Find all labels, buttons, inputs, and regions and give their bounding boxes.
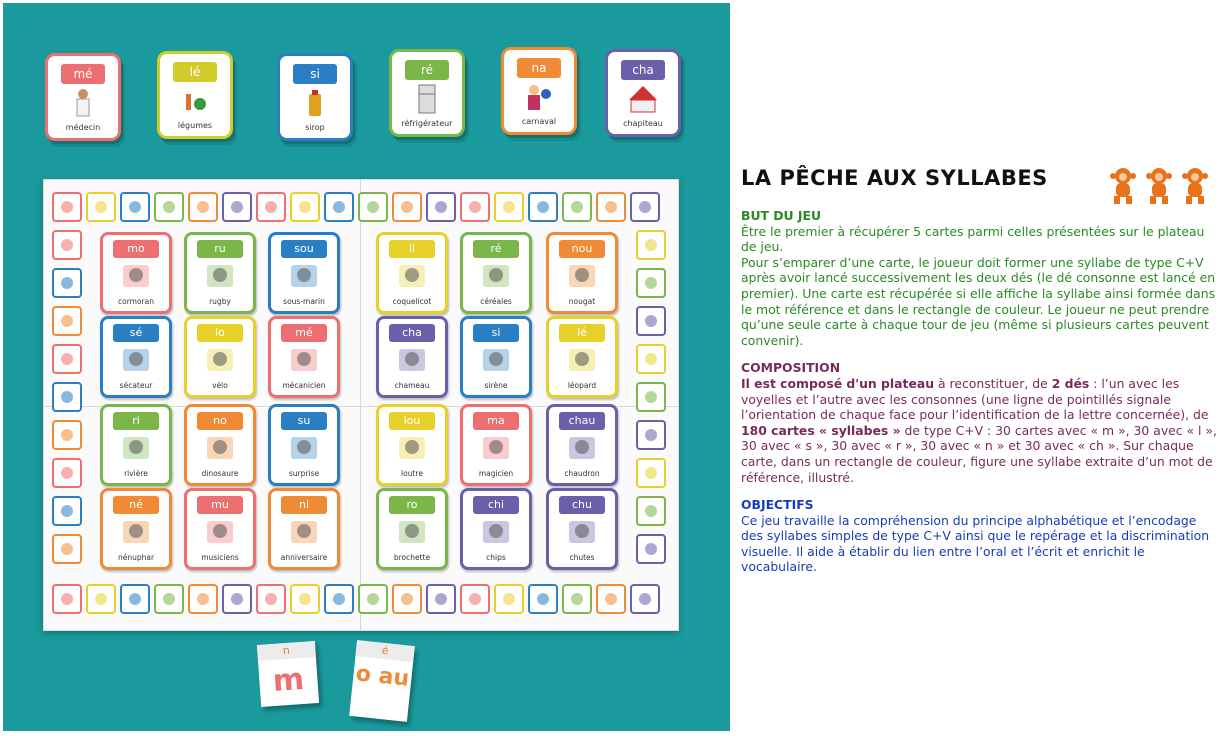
tile-picture-icon [467,199,483,215]
card-word: chutes [569,553,595,562]
section-paragraph: Être le premier à récupérer 5 cartes parmi celles présentées sur le plateau de jeu. [741,223,1205,255]
tile-picture-icon [535,591,551,607]
border-tile [52,268,82,298]
border-tile [426,584,456,614]
die-top-letter: é [355,640,414,662]
border-tile [460,192,490,222]
syllable-label: mé [281,324,327,342]
card-illustration-icon [479,433,513,463]
border-tile [392,584,422,614]
border-tile [636,306,666,336]
text: de type C+V : 30 cartes avec « m », 30 avec « l », 30 avec « s », 30 avec « r », 30 avec « n » et 30 avec « ch ». Sur chaque carte, dans un rectangle de couleur, figure une syllabe extraite d’un mot de référence, illustré. [741,422,1217,485]
tile-picture-icon [127,591,143,607]
syllable-label: cha [621,60,665,80]
card-word: sous-marin [283,297,325,306]
card-word: coquelicot [392,297,432,306]
card-word: chips [486,553,506,562]
border-tile [86,584,116,614]
border-tile [636,382,666,412]
tile-picture-icon [501,591,517,607]
card-illustration-icon [119,345,153,375]
border-tile [52,420,82,450]
syllable-label: né [113,496,159,514]
tile-picture-icon [603,199,619,215]
tile-picture-icon [263,199,279,215]
border-tile [358,192,388,222]
tile-picture-icon [569,591,585,607]
tile-picture-icon [229,591,245,607]
card-illustration-icon [203,433,237,463]
tile-picture-icon [59,389,75,405]
page-title: LA PÊCHE AUX SYLLABES [741,166,1048,190]
tile-picture-icon [467,591,483,607]
border-tile [324,192,354,222]
card-word: légumes [177,121,213,130]
card-word: dinosaure [201,469,239,478]
syllable-card[interactable] [376,404,448,486]
syllable-label: lo [197,324,243,342]
tile-picture-icon [433,199,449,215]
border-tile [392,192,422,222]
border-tile [52,534,82,564]
border-tile [636,420,666,450]
border-tile [562,192,592,222]
syllable-label: mo [113,240,159,258]
tile-picture-icon [93,591,109,607]
die-top-letter: n [257,641,316,661]
syllable-label: ré [405,60,449,80]
tile-picture-icon [331,591,347,607]
syllable-card[interactable] [268,404,340,486]
border-tile [596,584,626,614]
card-illustration-icon [287,345,321,375]
section-but-du-jeu [741,208,1217,348]
tile-picture-icon [643,351,659,367]
border-tile [426,192,456,222]
syllable-card[interactable] [100,316,172,398]
border-tile [86,192,116,222]
syllable-label: ré [473,240,519,258]
border-tile [52,382,82,412]
card-word: magicien [478,469,514,478]
tile-picture-icon [643,503,659,519]
border-tile [52,306,82,336]
tile-picture-icon [501,199,517,215]
syllable-label: lé [559,324,605,342]
card-word: sécateur [119,381,153,390]
tile-picture-icon [59,465,75,481]
border-tile [120,192,150,222]
card-illustration-icon [119,517,153,547]
syllable-card[interactable] [546,488,618,570]
tile-picture-icon [365,199,381,215]
card-word: réfrigérateur [401,119,453,128]
card-illustration-icon [395,433,429,463]
syllable-card[interactable] [268,232,340,314]
border-tile [256,192,286,222]
syllable-card[interactable] [184,488,256,570]
card-word: mécanicien [282,381,326,390]
tile-picture-icon [637,199,653,215]
card-word: carnaval [521,117,557,126]
game-board [43,179,679,631]
syllable-card[interactable] [460,404,532,486]
border-tile [324,584,354,614]
syllable-label: lou [389,412,435,430]
card-word: chaudron [564,469,600,478]
border-tile [636,268,666,298]
syllable-label: li [389,240,435,258]
card-stack[interactable] [389,49,465,137]
border-tile [52,344,82,374]
tile-picture-icon [161,199,177,215]
tile-picture-icon [637,591,653,607]
bold-text: 2 dés [1051,375,1090,391]
syllable-card[interactable] [100,232,172,314]
card-illustration-icon [287,433,321,463]
section-paragraph: Pour s’emparer d’une carte, le joueur doit former une syllabe de type C+V après avoir lancé successivement les deux dés (le dé consonne est lancé en premier). Une carte est récupérée si elle affiche la syllabe ainsi formée dans le mot référence et dans le rectangle de couleur. Le joueur ne peut prendre qu’une seule carte à chaque tour de jeu (même si plusieurs cartes peuvent convenir). [741,254,1216,348]
card-word: nénuphar [117,553,155,562]
border-tile [52,192,82,222]
syllable-card[interactable] [546,404,618,486]
card-word: sirop [305,123,325,132]
card-word: chameau [394,381,430,390]
border-tile [52,458,82,488]
tile-picture-icon [127,199,143,215]
card-illustration-icon [565,433,599,463]
border-tile [630,584,660,614]
card-stack[interactable] [157,51,233,139]
card-word: loutre [401,469,423,478]
card-illustration-icon [203,345,237,375]
syllable-card[interactable] [100,488,172,570]
border-tile [52,230,82,260]
card-word: rivière [124,469,148,478]
syllable-card[interactable] [268,316,340,398]
border-tile [528,584,558,614]
section-paragraph [741,376,1217,485]
syllable-card[interactable] [184,316,256,398]
border-tile [460,584,490,614]
border-tile [120,584,150,614]
border-tile [528,192,558,222]
circus-tent-icon [626,84,660,114]
card-word: vélo [212,381,228,390]
syllable-label: ri [113,412,159,430]
tile-picture-icon [59,275,75,291]
tile-picture-icon [399,199,415,215]
carnival-icon [522,82,556,112]
tile-picture-icon [59,313,75,329]
vegetables-icon [178,86,212,116]
syllable-label: sé [113,324,159,342]
tile-picture-icon [331,199,347,215]
tile-picture-icon [195,199,211,215]
syllable-card[interactable] [100,404,172,486]
tile-picture-icon [297,591,313,607]
border-tile [636,230,666,260]
tile-picture-icon [643,275,659,291]
tile-picture-icon [433,591,449,607]
border-tile [222,192,252,222]
card-illustration-icon [287,261,321,291]
card-word: anniversaire [280,553,328,562]
tile-picture-icon [643,313,659,329]
syllable-label: cha [389,324,435,342]
syllable-label: ni [281,496,327,514]
tile-picture-icon [365,591,381,607]
tile-picture-icon [569,199,585,215]
border-tile [154,192,184,222]
card-illustration-icon [565,345,599,375]
card-word: surprise [288,469,320,478]
card-illustration-icon [395,517,429,547]
card-illustration-icon [119,433,153,463]
tile-picture-icon [59,503,75,519]
card-word: nougat [568,297,596,306]
border-tile [494,192,524,222]
card-word: chapiteau [623,119,663,128]
tile-picture-icon [59,199,75,215]
tile-picture-icon [643,389,659,405]
tile-picture-icon [643,427,659,443]
card-illustration-icon [203,261,237,291]
syllable-card[interactable] [268,488,340,570]
card-illustration-icon [119,261,153,291]
border-tile [222,584,252,614]
border-tile [636,458,666,488]
section-objectifs [741,497,1217,575]
tile-picture-icon [59,237,75,253]
border-tile [290,192,320,222]
card-word: médecin [65,123,101,132]
card-illustration-icon [287,517,321,547]
border-tile [290,584,320,614]
vowel-die[interactable] [349,640,415,722]
tile-picture-icon [399,591,415,607]
syllable-card[interactable] [546,316,618,398]
border-tile [188,584,218,614]
tile-picture-icon [643,237,659,253]
syllable-card[interactable] [546,232,618,314]
bold-text: Il est composé d'un plateau [741,375,935,391]
tile-picture-icon [161,591,177,607]
syllable-label: ro [389,496,435,514]
card-word: rugby [209,297,231,306]
tile-picture-icon [603,591,619,607]
tile-picture-icon [263,591,279,607]
syllable-card[interactable] [460,232,532,314]
syllable-label: chu [559,496,605,514]
tile-picture-icon [229,199,245,215]
card-stack[interactable] [277,53,353,141]
doctor-icon [66,88,100,118]
syllable-label: no [197,412,243,430]
syllable-label: si [473,324,519,342]
card-illustration-icon [203,517,237,547]
syllable-label: na [517,58,561,78]
border-tile [630,192,660,222]
die-face-letter: o au [354,661,411,692]
card-illustration-icon [479,261,513,291]
syllable-label: si [293,64,337,84]
syllable-card[interactable] [376,488,448,570]
border-tile [188,192,218,222]
card-word: sirène [484,381,508,390]
fridge-icon [410,84,444,114]
syllable-label: su [281,412,327,430]
card-illustration-icon [479,517,513,547]
card-illustration-icon [395,345,429,375]
text: à reconstituer, de [934,375,1052,391]
card-illustration-icon [395,261,429,291]
bold-text: 180 cartes « syllabes » [741,422,901,438]
tile-picture-icon [297,199,313,215]
syllable-label: nou [559,240,605,258]
tile-picture-icon [93,199,109,215]
border-tile [494,584,524,614]
card-illustration-icon [565,517,599,547]
card-stack[interactable] [605,49,681,137]
card-word: léopard [567,381,597,390]
section-composition [741,360,1217,485]
section-heading: OBJECTIFS [741,497,814,513]
border-tile [636,496,666,526]
card-stack[interactable] [45,53,121,141]
game-photo [3,3,730,731]
syllable-card[interactable] [460,316,532,398]
card-word: cormoran [118,297,154,306]
border-tile [596,192,626,222]
border-tile [636,344,666,374]
syllable-card[interactable] [184,232,256,314]
border-tile [636,534,666,564]
border-tile [562,584,592,614]
card-illustration-icon [479,345,513,375]
consonant-die[interactable] [257,641,319,707]
description-panel [741,160,1217,575]
tile-picture-icon [195,591,211,607]
syllable-label: lé [173,62,217,82]
section-paragraph: Ce jeu travaille la compréhension du principe alphabétique et l’encodage des syllabes simples de type C+V ainsi que le repérage et la discrimination visuelle. Il aide à établir du lien entre l’oral et l’écrit et enrichit le vocabulaire. [741,512,1210,575]
syllable-label: mé [61,64,105,84]
border-tile [358,584,388,614]
syllable-label: ru [197,240,243,258]
border-tile [52,584,82,614]
syllable-card[interactable] [184,404,256,486]
syllable-card[interactable] [376,316,448,398]
monkeys-icon [1107,166,1213,206]
syllable-label: sou [281,240,327,258]
card-word: brochette [393,553,431,562]
tile-picture-icon [535,199,551,215]
tile-picture-icon [59,351,75,367]
syllable-card[interactable] [376,232,448,314]
board-fold [360,180,361,630]
syllable-label: ma [473,412,519,430]
syllable-label: chi [473,496,519,514]
tile-picture-icon [59,427,75,443]
text: : l’un avec les voyelles et l’autre avec les consonnes (une ligne de pointillés signale l’orientation de chaque face pour l’identification de la lettre concernée), de [741,375,1209,423]
card-stack[interactable] [501,47,577,135]
border-tile [154,584,184,614]
section-heading: COMPOSITION [741,360,841,376]
syllable-label: mu [197,496,243,514]
syllable-label: chau [559,412,605,430]
card-illustration-icon [565,261,599,291]
die-face-letter: m [271,661,306,700]
tile-picture-icon [59,591,75,607]
section-heading: BUT DU JEU [741,208,822,223]
card-word: céréales [480,297,512,306]
border-tile [52,496,82,526]
tile-picture-icon [59,541,75,557]
tile-picture-icon [643,465,659,481]
syllable-card[interactable] [460,488,532,570]
tile-picture-icon [643,541,659,557]
card-word: musiciens [201,553,239,562]
border-tile [256,584,286,614]
syrup-icon [298,88,332,118]
